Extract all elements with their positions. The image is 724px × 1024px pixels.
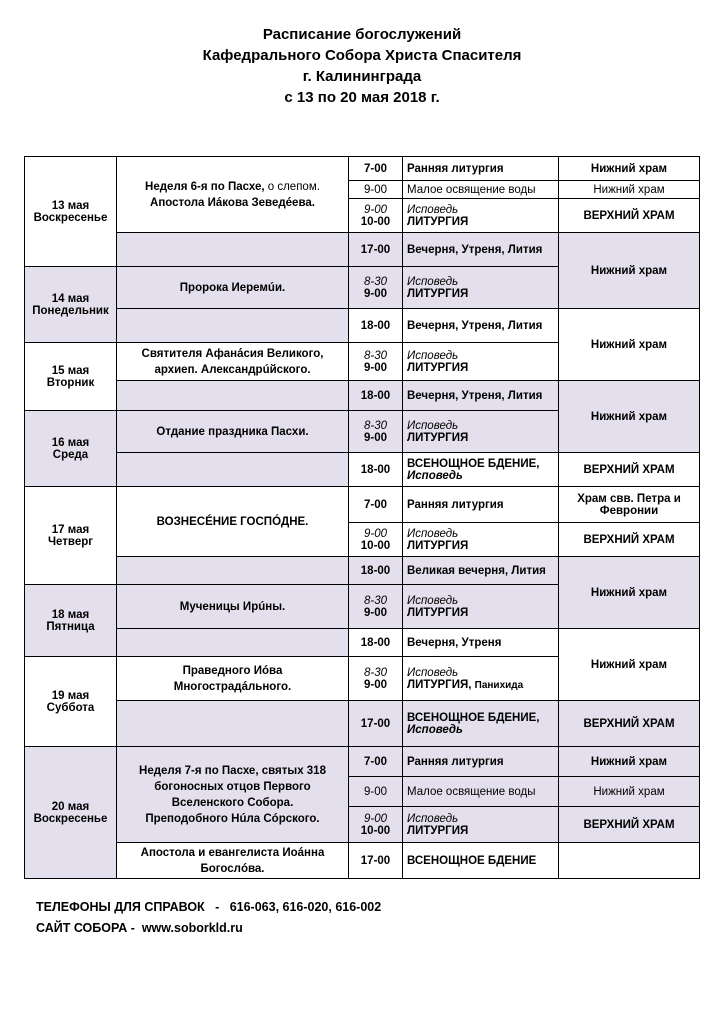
service-value: ЛИТУРГИЯ,	[407, 678, 472, 691]
feast-text: Неделя 7-я по Пасхе, святых 318	[139, 764, 326, 777]
place-cell: ВЕРХНИЙ ХРАМ	[559, 701, 700, 747]
time-cell	[349, 657, 403, 701]
day-date: 13 мая	[51, 199, 90, 212]
service-cell	[403, 657, 559, 701]
service-cell: Малое освящение воды	[403, 777, 559, 807]
day-date: 17 мая	[51, 523, 90, 536]
day-weekday: Пятница	[46, 620, 95, 633]
feast-text: Вселенского Собора.	[171, 796, 294, 809]
service-value: Исповедь	[407, 723, 463, 736]
feast-cell	[117, 843, 349, 879]
time-value: 10-00	[360, 824, 391, 837]
feast-text: Многострадáльного.	[173, 680, 292, 693]
feast-cell	[117, 701, 349, 747]
day-date: 19 мая	[51, 689, 90, 702]
service-value: Исповедь	[407, 527, 459, 540]
day-weekday: Воскресенье	[33, 211, 108, 224]
service-cell	[403, 411, 559, 453]
feast-text: Богослóва.	[200, 862, 265, 875]
service-value: Исповедь	[407, 469, 463, 482]
service-cell: ВСЕНОЩНОЕ БДЕНИЕ	[403, 843, 559, 879]
day-weekday: Четверг	[47, 535, 94, 548]
feast-text: Апостола и евангелиста Иоáнна	[140, 846, 325, 859]
time-value: 8-30	[363, 419, 388, 432]
date-cell	[25, 157, 117, 267]
time-cell: 17-00	[349, 701, 403, 747]
place-cell: Нижний храм	[559, 777, 700, 807]
time-cell: 7-00	[349, 487, 403, 523]
time-cell	[349, 411, 403, 453]
time-cell: 18-00	[349, 381, 403, 411]
place-cell: Нижний храм	[559, 747, 700, 777]
service-cell: Вечерня, Утреня, Лития	[403, 309, 559, 343]
service-value: Исповедь	[407, 203, 459, 216]
service-cell: Ранняя литургия	[403, 747, 559, 777]
time-cell	[349, 343, 403, 381]
service-cell	[403, 807, 559, 843]
service-cell: Вечерня, Утреня, Лития	[403, 233, 559, 267]
place-cell: Нижний храм	[559, 629, 700, 701]
title-line-3: г. Калининграда	[302, 68, 422, 85]
table-row	[25, 233, 700, 267]
service-value: ЛИТУРГИЯ	[407, 539, 469, 552]
date-cell	[25, 411, 117, 487]
table-row	[25, 747, 700, 777]
time-cell	[349, 267, 403, 309]
time-value: 9-00	[363, 678, 388, 691]
place-cell: ВЕРХНИЙ ХРАМ	[559, 453, 700, 487]
feast-cell	[117, 557, 349, 585]
service-cell	[403, 267, 559, 309]
table-row	[25, 629, 700, 657]
feast-text: Апостола Иáкова Зеведéева.	[150, 196, 315, 209]
feast-cell	[117, 657, 349, 701]
service-cell	[403, 523, 559, 557]
time-value: 9-00	[363, 287, 388, 300]
service-cell: Ранняя литургия	[403, 487, 559, 523]
title-line-2: Кафедрального Собора Христа Спасителя	[202, 47, 522, 64]
title-line-1: Расписание богослужений	[262, 26, 462, 43]
service-value: ЛИТУРГИЯ	[407, 287, 469, 300]
contact-footer	[36, 897, 381, 939]
feast-cell: ВОЗНЕСÉНИЕ ГОСПÓДНЕ.	[117, 487, 349, 557]
time-value: 9-00	[363, 361, 388, 374]
feast-cell	[117, 629, 349, 657]
date-cell	[25, 657, 117, 747]
service-value: ВСЕНОЩНОЕ БДЕНИЕ,	[407, 711, 540, 724]
feast-text: Праведного Иóва	[182, 664, 283, 677]
feast-cell: Мученицы Ирúны.	[117, 585, 349, 629]
site-line: САЙТ СОБОРА - www.soborkld.ru	[36, 921, 243, 935]
feast-cell: Пророка Иеремúи.	[117, 267, 349, 309]
phones-line: ТЕЛЕФОНЫ ДЛЯ СПРАВОК - 616-063, 616-020, 616-002	[36, 900, 382, 914]
feast-cell: Отдание праздника Пасхи.	[117, 411, 349, 453]
table-row	[25, 453, 700, 487]
day-date: 15 мая	[51, 364, 90, 377]
service-value: ЛИТУРГИЯ	[407, 361, 469, 374]
day-weekday: Вторник	[46, 376, 95, 389]
time-value: 9-00	[363, 431, 388, 444]
place-cell: Нижний храм	[559, 557, 700, 629]
feast-text: о слепом.	[264, 180, 320, 193]
service-cell	[403, 701, 559, 747]
place-cell: Нижний храм	[559, 157, 700, 181]
feast-text: Неделя 6-я по Пасхе,	[145, 180, 265, 193]
feast-cell	[117, 309, 349, 343]
feast-cell	[117, 157, 349, 233]
place-cell: Храм свв. Петра и Февронии	[559, 487, 700, 523]
service-value: ЛИТУРГИЯ	[407, 606, 469, 619]
date-cell	[25, 487, 117, 585]
service-cell	[403, 585, 559, 629]
feast-cell	[117, 233, 349, 267]
table-row	[25, 309, 700, 343]
time-value: 10-00	[360, 215, 391, 228]
day-date: 14 мая	[51, 292, 90, 305]
date-cell	[25, 343, 117, 411]
date-cell	[25, 267, 117, 343]
feast-text: Преподобного Нúла Сóрского.	[145, 812, 320, 825]
place-cell: ВЕРХНИЙ ХРАМ	[559, 523, 700, 557]
time-cell: 18-00	[349, 453, 403, 487]
table-row	[25, 157, 700, 181]
time-cell	[349, 807, 403, 843]
service-value: ЛИТУРГИЯ	[407, 824, 469, 837]
service-cell: Вечерня, Утреня, Лития	[403, 381, 559, 411]
time-value: 8-30	[363, 666, 388, 679]
service-value: Исповедь	[407, 275, 459, 288]
time-value: 9-00	[363, 527, 388, 540]
day-date: 18 мая	[51, 608, 90, 621]
table-row	[25, 557, 700, 585]
place-cell: ВЕРХНИЙ ХРАМ	[559, 807, 700, 843]
service-value: ЛИТУРГИЯ	[407, 215, 469, 228]
time-cell	[349, 523, 403, 557]
day-weekday: Понедельник	[32, 304, 109, 317]
table-row	[25, 843, 700, 879]
time-cell: 17-00	[349, 843, 403, 879]
feast-text: Святителя Афанáсия Великого,	[141, 347, 324, 360]
table-row	[25, 487, 700, 523]
service-cell: Ранняя литургия	[403, 157, 559, 181]
time-cell: 18-00	[349, 309, 403, 343]
feast-cell	[117, 343, 349, 381]
time-value: 8-30	[363, 275, 388, 288]
time-cell	[349, 199, 403, 233]
time-value: 8-30	[363, 349, 388, 362]
day-weekday: Воскресенье	[33, 812, 108, 825]
time-value: 9-00	[363, 812, 388, 825]
time-value: 8-30	[363, 594, 388, 607]
date-cell	[25, 747, 117, 879]
time-cell: 7-00	[349, 157, 403, 181]
time-cell	[349, 585, 403, 629]
service-cell: Великая вечерня, Лития	[403, 557, 559, 585]
time-value: 10-00	[360, 539, 391, 552]
day-weekday: Суббота	[46, 701, 95, 714]
service-cell	[403, 453, 559, 487]
place-cell: Нижний храм	[559, 381, 700, 453]
table-row	[25, 381, 700, 411]
service-cell: Малое освящение воды	[403, 181, 559, 199]
time-cell: 18-00	[349, 629, 403, 657]
place-cell: Нижний храм	[559, 309, 700, 381]
service-value: ЛИТУРГИЯ	[407, 431, 469, 444]
date-cell	[25, 585, 117, 657]
time-cell: 18-00	[349, 557, 403, 585]
feast-text: архиеп. Александрúйского.	[154, 363, 311, 376]
day-weekday: Среда	[52, 448, 89, 461]
schedule-table	[24, 156, 700, 879]
service-value: Исповедь	[407, 666, 459, 679]
time-value: 9-00	[363, 606, 388, 619]
service-cell	[403, 343, 559, 381]
service-value: Исповедь	[407, 594, 459, 607]
feast-text: богоносных отцов Первого	[154, 780, 311, 793]
service-value: Исповедь	[407, 419, 459, 432]
service-value: Панихида	[474, 679, 524, 691]
service-cell	[403, 199, 559, 233]
table-row	[25, 701, 700, 747]
day-date: 20 мая	[51, 800, 90, 813]
time-cell: 17-00	[349, 233, 403, 267]
feast-cell	[117, 453, 349, 487]
service-value: ВСЕНОЩНОЕ БДЕНИЕ,	[407, 457, 540, 470]
place-cell: Нижний храм	[559, 181, 700, 199]
time-cell: 7-00	[349, 747, 403, 777]
feast-cell	[117, 747, 349, 843]
time-cell: 9-00	[349, 181, 403, 199]
place-cell: Нижний храм	[559, 233, 700, 309]
time-value: 9-00	[363, 203, 388, 216]
service-value: Исповедь	[407, 812, 459, 825]
place-cell	[559, 843, 700, 879]
service-value: Исповедь	[407, 349, 459, 362]
feast-cell	[117, 381, 349, 411]
day-date: 16 мая	[51, 436, 90, 449]
place-cell: ВЕРХНИЙ ХРАМ	[559, 199, 700, 233]
title-line-4: с 13 по 20 мая 2018 г.	[284, 89, 440, 106]
schedule-title	[0, 24, 724, 108]
time-cell: 9-00	[349, 777, 403, 807]
service-cell: Вечерня, Утреня	[403, 629, 559, 657]
